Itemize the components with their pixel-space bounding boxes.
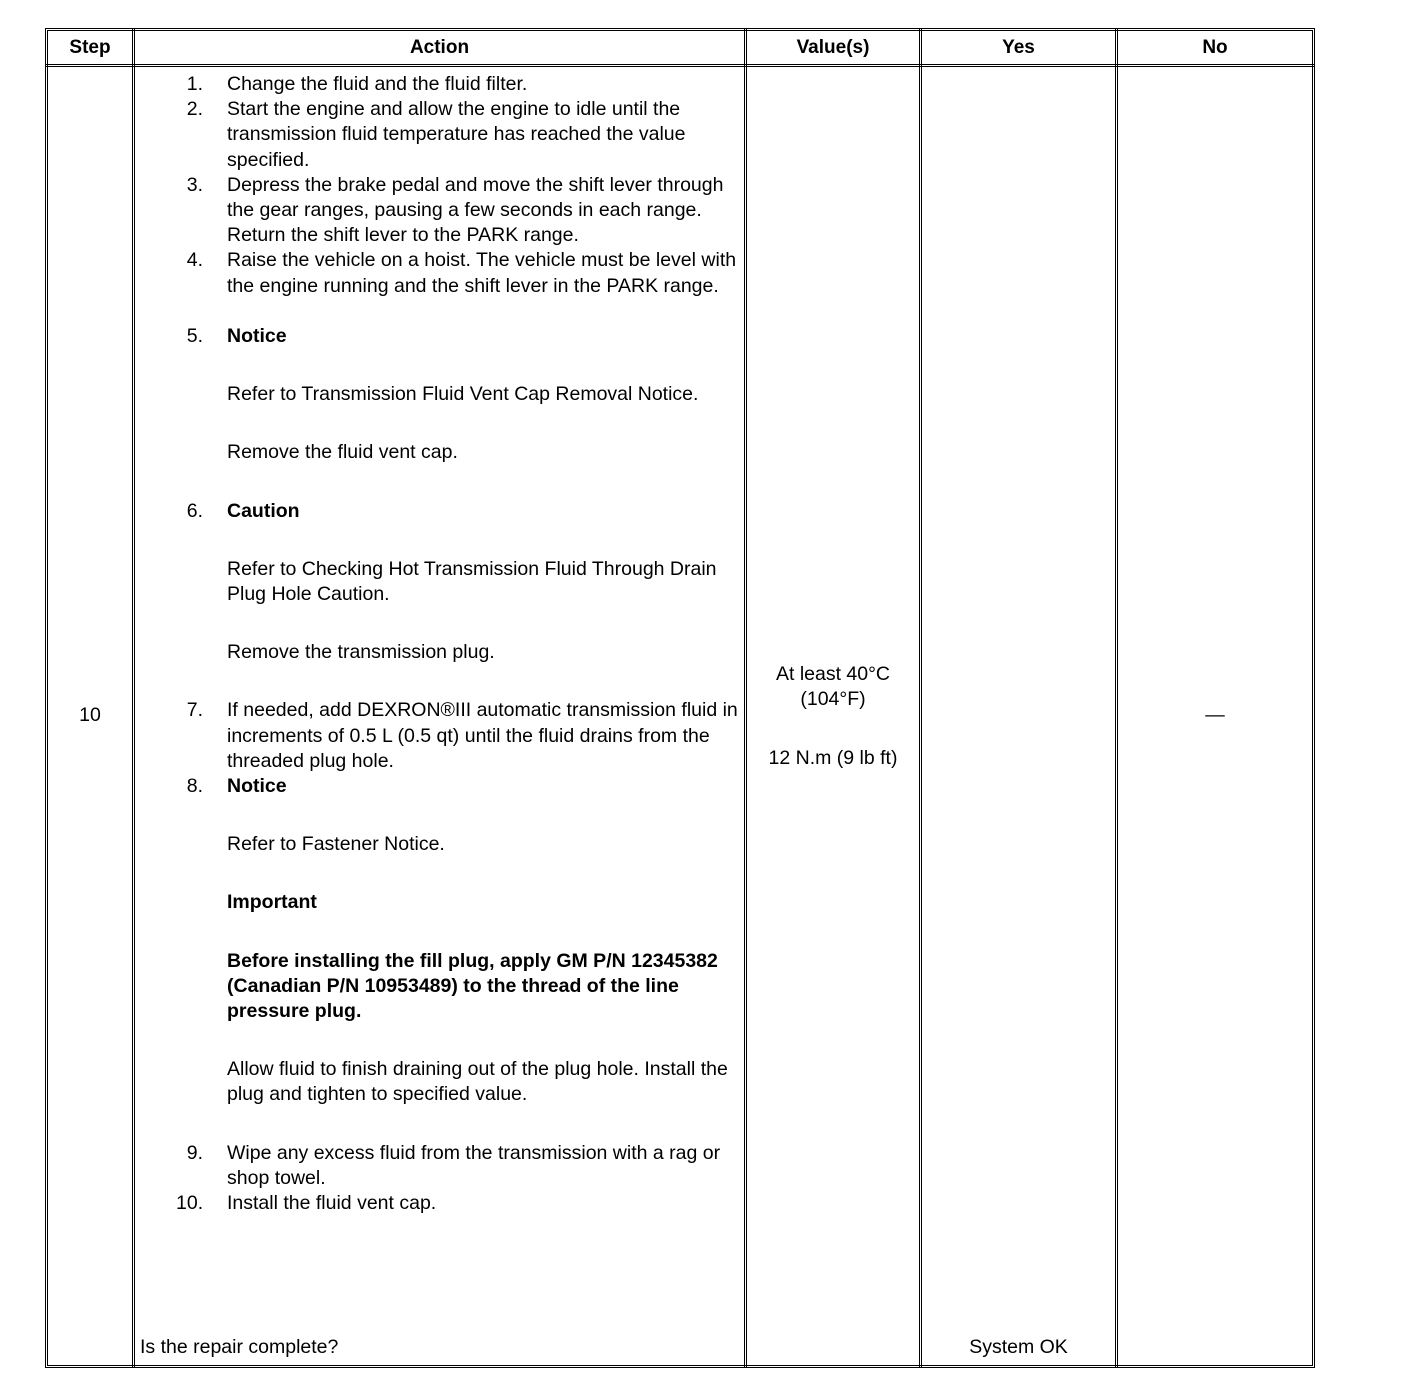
action-item-number: 8. — [186, 775, 203, 798]
action-item-text: Raise the vehicle on a hoist. The vehicle must be level with the engine running and the shift lever in the PARK range. — [227, 249, 737, 297]
action-item-number: 4. — [186, 249, 203, 272]
header-action: Action — [409, 37, 470, 58]
action-item-text: Change the fluid and the fluid filter. — [227, 73, 528, 95]
action-item-text: Start the engine and allow the engine to idle until the transmission fluid temperature has reached the value specified. — [227, 98, 686, 171]
temperature-value-line1: At least 40°C — [775, 663, 891, 685]
action-item-number: 9. — [186, 1141, 203, 1164]
column-divider-step — [132, 28, 135, 1368]
action-item-2 — [176, 97, 741, 173]
header-values: Value(s) — [796, 37, 870, 58]
action-item-number: 10. — [176, 1192, 204, 1215]
repair-complete-question: Is the repair complete? — [140, 1336, 339, 1358]
notice-heading: Notice — [227, 325, 287, 348]
action-item-5 — [176, 324, 741, 466]
notice-text: Refer to Transmission Fluid Vent Cap Removal Notice. — [227, 383, 699, 406]
temperature-value — [747, 662, 919, 712]
important-heading: Important — [227, 891, 317, 914]
action-item-4 — [176, 248, 741, 298]
action-item-6 — [176, 499, 741, 666]
action-item-text: Install the fluid vent cap. — [227, 1192, 437, 1215]
caution-heading: Caution — [227, 499, 300, 522]
action-item-text: Depress the brake pedal and move the shift lever through the gear ranges, pausing a few seconds in each range. Return the shift lever to the PARK range. — [227, 173, 724, 247]
action-item-text: Allow fluid to finish draining out of the plug hole. Install the plug and tighten to specified value. — [227, 1058, 728, 1106]
caution-text: Refer to Checking Hot Transmission Fluid Through Drain Plug Hole Caution. — [227, 557, 717, 606]
header-yes: Yes — [1002, 37, 1035, 58]
notice-heading: Notice — [227, 775, 287, 798]
action-item-number: 6. — [186, 499, 203, 522]
action-item-text: If needed, add DEXRON®III automatic transmission fluid in increments of 0.5 L (0.5 qt) until the fluid drains from the threaded plug hole. — [227, 699, 738, 772]
action-item-1 — [176, 72, 741, 97]
action-item-number: 7. — [186, 699, 203, 722]
important-text: Before installing the fill plug, apply GM P/N 12345382 (Canadian P/N 10953489) to the thread of the line pressure plug. — [227, 949, 718, 1023]
step-number: 10 — [79, 704, 101, 726]
action-item-text: Remove the fluid vent cap. — [227, 441, 458, 464]
header-step: Step — [69, 37, 111, 58]
torque-value: 12 N.m (9 lb ft) — [768, 747, 898, 769]
action-item-9 — [176, 1141, 741, 1191]
action-item-8 — [176, 774, 741, 1108]
column-divider-yes — [1115, 28, 1118, 1368]
action-item-number: 1. — [186, 73, 203, 95]
yes-result: System OK — [969, 1336, 1068, 1358]
action-item-text: Wipe any excess fluid from the transmission with a rag or shop towel. — [227, 1141, 721, 1189]
no-result: — — [1205, 704, 1225, 726]
action-item-7 — [176, 698, 741, 774]
notice-text: Refer to Fastener Notice. — [227, 833, 445, 856]
temperature-value-line2: (104°F) — [800, 688, 866, 710]
header-no: No — [1202, 37, 1228, 58]
action-item-number: 2. — [186, 98, 203, 121]
action-item-10 — [176, 1191, 741, 1216]
action-item-number: 5. — [186, 325, 203, 348]
action-item-text: Remove the transmission plug. — [227, 641, 495, 664]
column-divider-values — [919, 28, 922, 1368]
action-item-3 — [176, 173, 741, 249]
action-item-number: 3. — [186, 173, 203, 196]
action-list — [176, 72, 741, 1216]
